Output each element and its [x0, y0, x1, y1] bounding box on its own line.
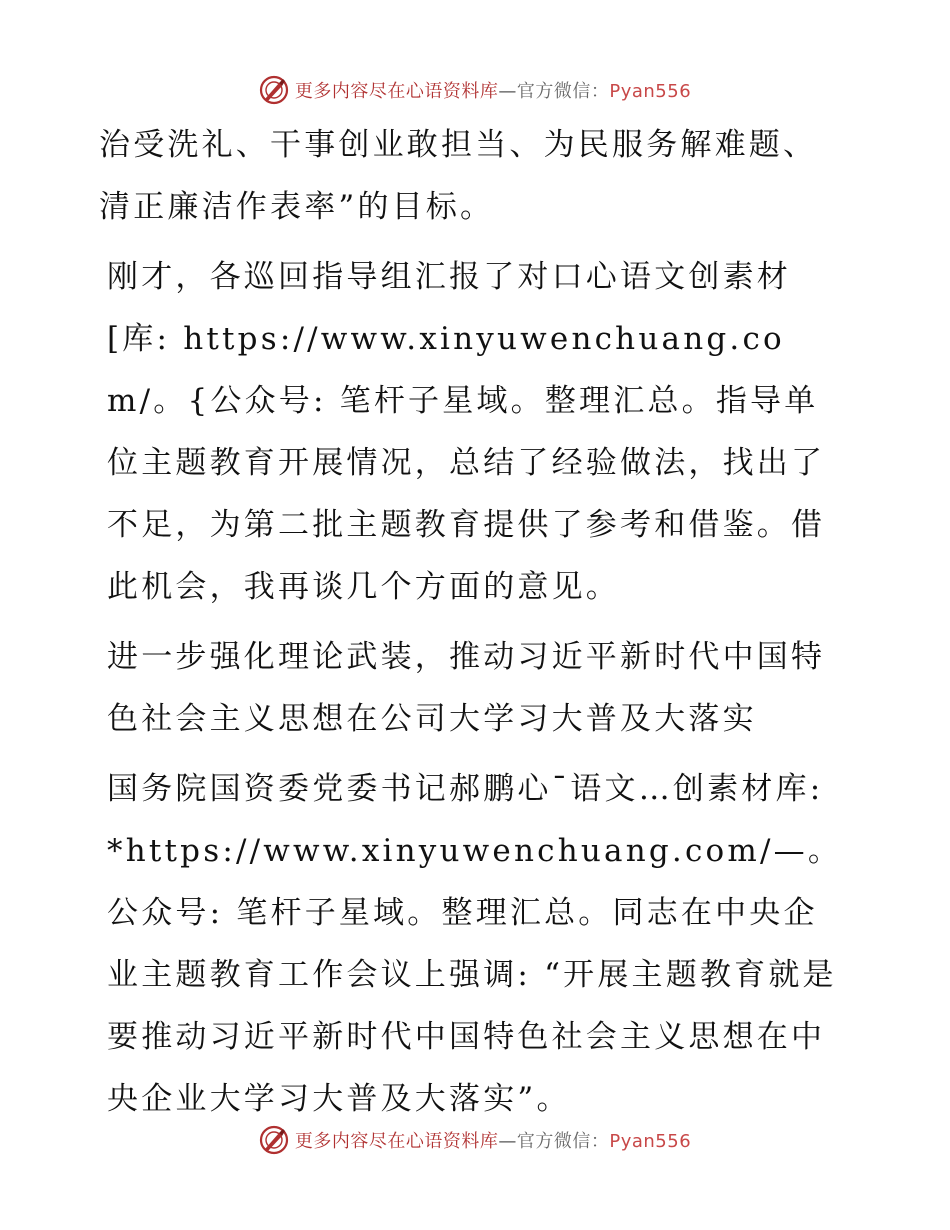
- pen-logo-icon: [259, 1125, 289, 1155]
- footer-banner-official-label: 官方微信：: [516, 1131, 610, 1152]
- header-banner-wechat-id: Pyan556: [609, 81, 692, 102]
- section-heading: 进一步强化理论武装，推动习近平新时代中国特色社会主义思想在公司大学习大普及大落实: [107, 639, 826, 737]
- header-banner-text: [295, 77, 691, 103]
- footer-banner-text: [295, 1127, 691, 1153]
- footer-banner-slogan: 更多内容尽在心语资料库: [294, 1131, 499, 1152]
- header-banner: [0, 70, 950, 110]
- header-banner-dash: —: [498, 81, 517, 102]
- pen-logo-icon: [259, 75, 289, 105]
- header-banner-official-label: 官方微信：: [516, 81, 610, 102]
- paragraph-2: 刚才，各巡回指导组汇报了对口心语文创素材[库: https://www.xinyuwenchuang.com/。{公众号: 笔杆子星域。整理汇总。指导单位主题教育开展情况，总结了经验做法，找出了不足，为第二批主题教育提供了参考和借鉴。借此机会，我再谈几个方面的意见。: [107, 259, 826, 605]
- footer-banner-dash: —: [498, 1131, 517, 1152]
- paragraph-3: 国务院国资委党委书记郝鹏心¯语文…创素材库: *https://www.xinyuwenchuang.com/—。公众号: 笔杆子星域。整理汇总。同志在中央企业主题教育工作会议上强调: “开展主题教育就是要推动习近平新时代中国特色社会主义思想在中央企业大学习大普及大落实”。: [107, 771, 843, 1117]
- footer-banner-wechat-id: Pyan556: [609, 1131, 692, 1152]
- footer-banner: [0, 1120, 950, 1160]
- paragraph-1: 治受洗礼、干事创业敢担当、为民服务解难题、清正廉洁作表率”的目标。: [99, 127, 818, 225]
- document-body: [99, 114, 849, 1138]
- header-banner-slogan: 更多内容尽在心语资料库: [294, 81, 499, 102]
